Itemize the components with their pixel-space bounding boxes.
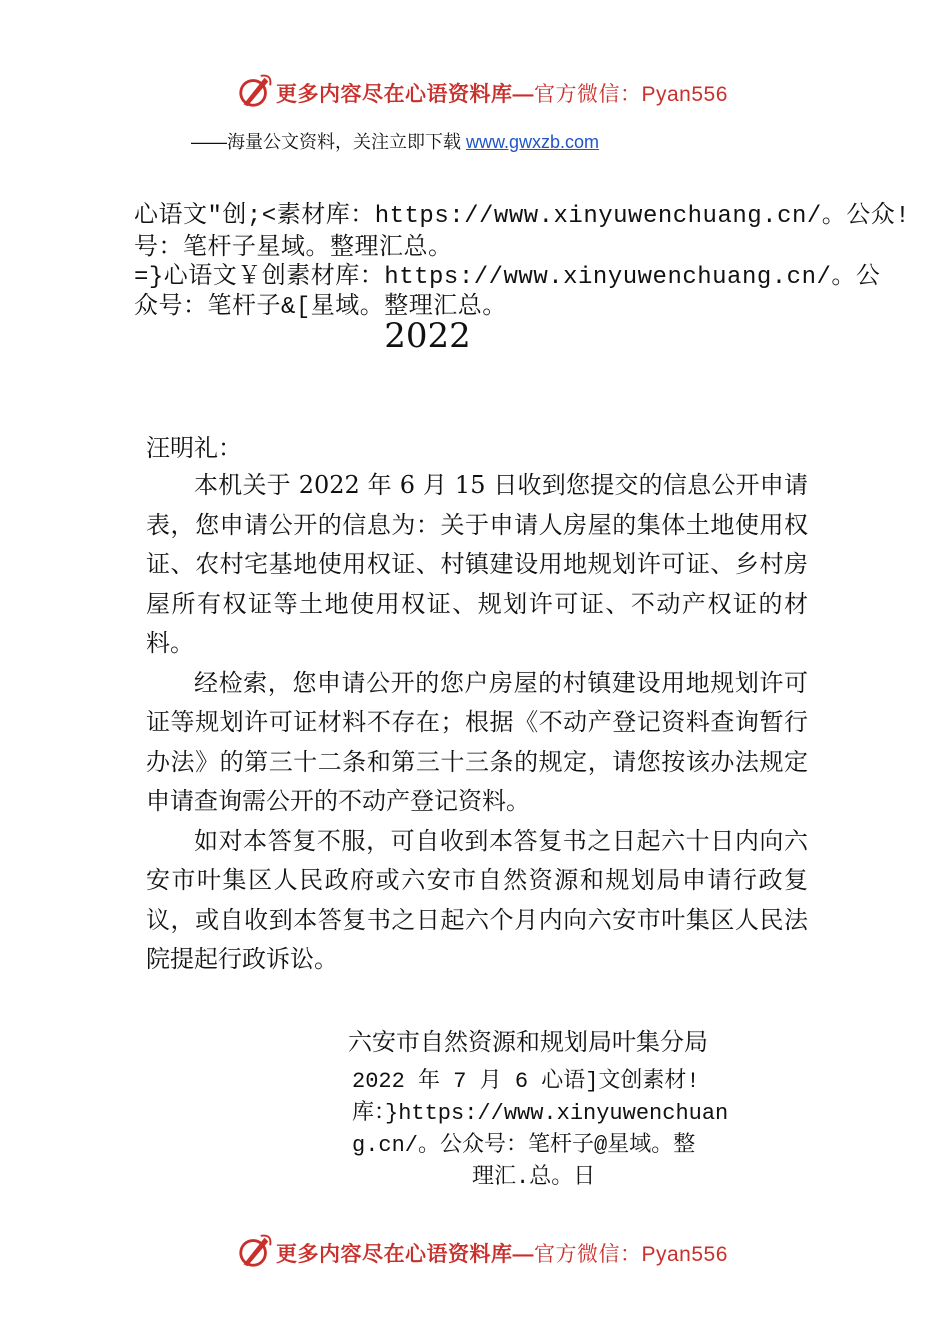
quill-logo-icon — [236, 1232, 274, 1270]
paragraph-3: 如对本答复不服，可自收到本答复书之日起六十日内向六安市叶集区人民政府或六安市自然资源和规划局申请行政复议，或自收到本答复书之日起六个月内向六安市叶集区人民法院提起行政诉讼。 — [146, 826, 808, 973]
document-body — [146, 466, 808, 980]
paragraph-1: 本机关于 2022 年 6 月 15 日收到您提交的信息公开申请表，您申请公开的信息为：关于申请人房屋的集体土地使用权证、农村宅基地使用权证、村镇建设用地规划许可证、乡村房屋所有权证等土地使用权证、规划许可证、不动产权证的材料。 — [146, 471, 808, 657]
subheader — [191, 128, 599, 154]
salutation: 汪明礼： — [146, 434, 242, 462]
date-line-3: g.cn/。公众号：笔杆子@星域。整 — [352, 1133, 696, 1158]
banner-text: 更多内容尽在心语资料库— — [276, 83, 534, 106]
paragraph-2: 经检索，您申请公开的您户房屋的村镇建设用地规划许可证等规划许可证材料不存在；根据《不动产登记资料查询暂行办法》的第三十二条和第三十三条的规定，请您按该办法规定申请查询需公开的不动产登记资料。 — [146, 668, 808, 815]
year-heading: 2022 — [384, 316, 471, 356]
watermark-line-3: =}心语文￥创素材库：https://www.xinyuwenchuang.cn/。公 — [134, 264, 881, 291]
watermark-line-1: 心语文"创;<素材库：https://www.xinyuwenchuang.cn/。公众! — [134, 203, 911, 230]
date-block — [352, 1066, 742, 1194]
footer-banner-contact: 官方微信：Pyan556 — [534, 1243, 728, 1266]
header-banner — [0, 70, 950, 114]
watermark-line-2: 号：笔杆子星域。整理汇总。 — [134, 235, 453, 262]
date-line-1: 2022 年 7 月 6 心语]文创素材! — [352, 1069, 700, 1094]
date-line-4: 理汇.总。日 — [472, 1165, 596, 1190]
footer-banner — [0, 1230, 950, 1274]
signature-org: 六安市自然资源和规划局叶集分局 — [348, 1028, 708, 1056]
watermark-line-4: 众号：笔杆子&[星域。整理汇总。 — [134, 294, 507, 321]
download-link[interactable]: www.gwxzb.com — [466, 132, 600, 152]
banner-contact: 官方微信：Pyan556 — [534, 83, 728, 106]
subheader-prefix: ——海量公文资料，关注立即下载 — [191, 132, 466, 152]
footer-banner-text: 更多内容尽在心语资料库— — [276, 1243, 534, 1266]
quill-logo-icon — [236, 72, 274, 110]
date-line-2: 库：}https://www.xinyuwenchuan — [352, 1101, 729, 1126]
